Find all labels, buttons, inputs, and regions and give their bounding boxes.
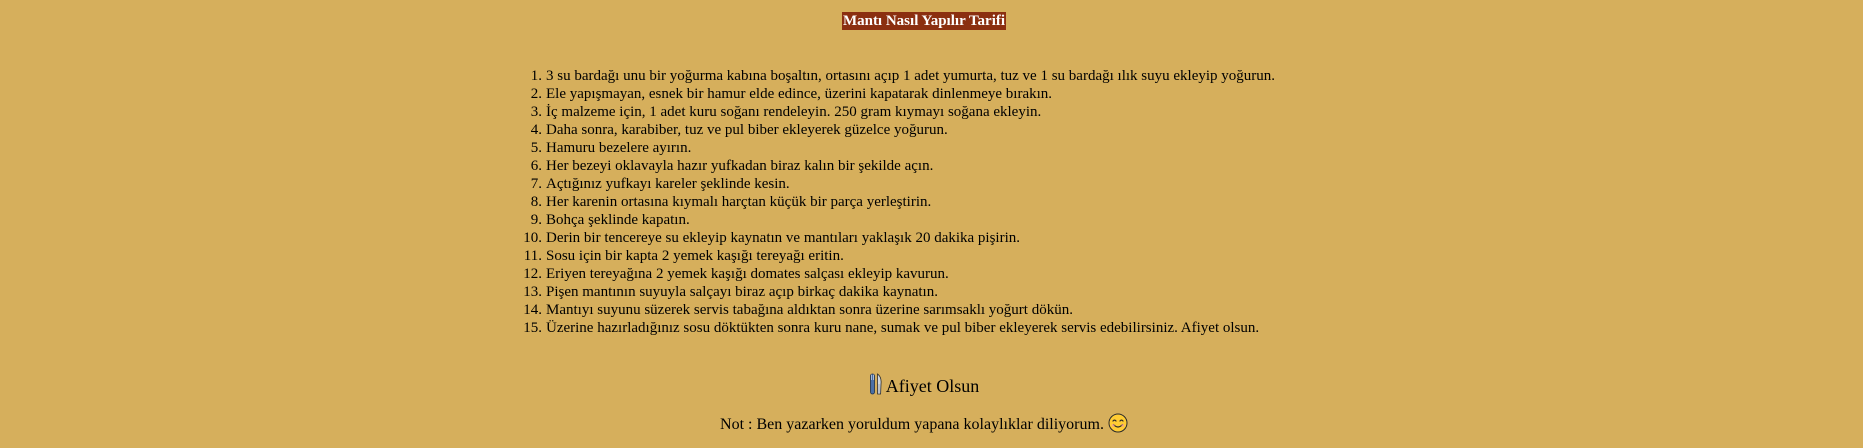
step-text: 3 su bardağı unu bir yoğurma kabına boşaltın, ortasını açıp 1 adet yumurta, tuz ve 1 su bardağı ılık suyu ekleyip yoğurun. bbox=[546, 68, 1276, 84]
title-wrapper bbox=[0, 12, 1848, 30]
afiyet-olsun-line bbox=[0, 373, 1848, 400]
step-number: 12. bbox=[523, 266, 542, 282]
step-number: 11. bbox=[523, 248, 542, 264]
list-item bbox=[523, 229, 1275, 247]
step-text: İç malzeme için, 1 adet kuru soğanı rendeleyin. 250 gram kıymayı soğana ekleyin. bbox=[546, 104, 1042, 120]
smiling-face-icon bbox=[1108, 413, 1128, 440]
list-item bbox=[523, 283, 1275, 301]
afiyet-olsun-text: Afiyet Olsun bbox=[885, 376, 980, 396]
note-line bbox=[0, 413, 1848, 440]
step-number: 5. bbox=[530, 140, 542, 156]
step-text: Mantıyı suyunu süzerek servis tabağına aldıktan sonra üzerine sarımsaklı yoğurt dökün. bbox=[546, 302, 1073, 318]
list-item bbox=[523, 301, 1275, 319]
step-text: Pişen mantının suyuyla salçayı biraz açıp birkaç dakika kaynatın. bbox=[546, 284, 938, 300]
list-item bbox=[530, 67, 1276, 85]
step-number: 4. bbox=[530, 122, 542, 138]
list-item bbox=[523, 247, 1275, 265]
page-title: Mantı Nasıl Yapılır Tarifi bbox=[842, 13, 1006, 29]
step-text: Eriyen tereyağına 2 yemek kaşığı domates salçası ekleyip kavurun. bbox=[546, 266, 949, 282]
step-number: 14. bbox=[523, 302, 542, 318]
step-number: 8. bbox=[530, 194, 542, 210]
step-number: 15. bbox=[523, 320, 542, 336]
list-item bbox=[530, 85, 1275, 103]
step-text: Sosu için bir kapta 2 yemek kaşığı tereyağı eritin. bbox=[546, 248, 844, 264]
step-number: 2. bbox=[530, 86, 542, 102]
step-number: 6. bbox=[530, 158, 542, 174]
list-item bbox=[530, 193, 1275, 211]
step-number: 9. bbox=[530, 212, 542, 228]
step-text: Hamuru bezelere ayırın. bbox=[546, 140, 692, 156]
step-text: Daha sonra, karabiber, tuz ve pul biber ekleyerek güzelce yoğurun. bbox=[546, 122, 948, 138]
list-item bbox=[530, 103, 1275, 121]
step-number: 10. bbox=[523, 230, 542, 246]
list-item bbox=[523, 265, 1275, 283]
list-item bbox=[530, 121, 1275, 139]
step-text: Açtığınız yufkayı kareler şeklinde kesin. bbox=[546, 176, 790, 192]
step-number: 3. bbox=[530, 104, 542, 120]
step-text: Derin bir tencereye su ekleyip kaynatın ve mantıları yaklaşık 20 dakika pişirin. bbox=[546, 230, 1021, 246]
list-item bbox=[530, 175, 1275, 193]
step-text: Her bezeyi oklavayla hazır yufkadan biraz kalın bir şekilde açın. bbox=[546, 158, 934, 174]
list-item bbox=[530, 157, 1275, 175]
fork-and-knife-icon bbox=[869, 373, 883, 400]
list-item bbox=[523, 319, 1275, 337]
step-text: Ele yapışmayan, esnek bir hamur elde edince, üzerini kapatarak dinlenmeye bırakın. bbox=[546, 86, 1053, 102]
step-number: 1. bbox=[530, 68, 542, 84]
step-number: 13. bbox=[523, 284, 542, 300]
note-text: Not : Ben yazarken yoruldum yapana kolaylıklar diliyorum. bbox=[720, 416, 1104, 433]
list-item bbox=[530, 139, 1275, 157]
step-text: Üzerine hazırladığınız sosu döktükten sonra kuru nane, sumak ve pul biber ekleyerek servis edebilirsiniz. Afiyet olsun. bbox=[546, 320, 1260, 336]
recipe-steps-list bbox=[523, 67, 1276, 337]
list-item bbox=[530, 211, 1275, 229]
step-text: Her karenin ortasına kıymalı harçtan küçük bir parça yerleştirin. bbox=[546, 194, 932, 210]
step-number: 7. bbox=[530, 176, 542, 192]
step-text: Bohça şeklinde kapatın. bbox=[546, 212, 690, 228]
